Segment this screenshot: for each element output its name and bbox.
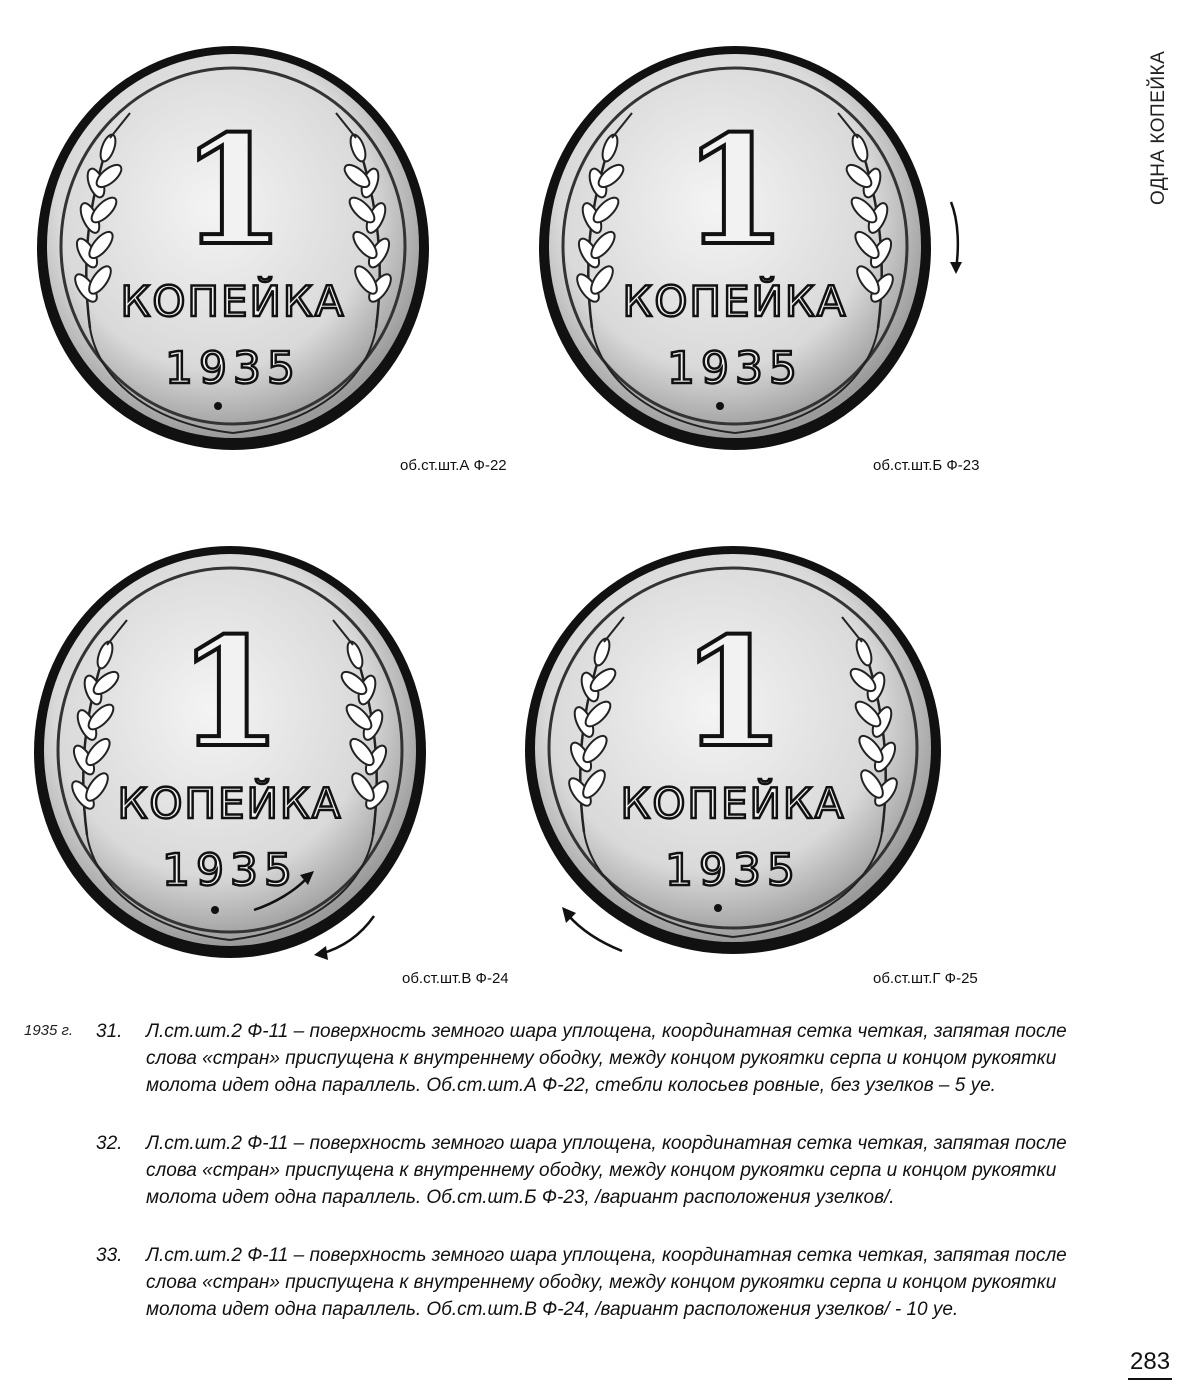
coin-word: КОПЕЙКА (120, 277, 346, 326)
entry-number: 33. (96, 1245, 123, 1266)
coin-a (28, 38, 438, 458)
coin-year: 1935 (665, 845, 801, 896)
coin-d-caption: об.ст.шт.Г Ф-25 (873, 970, 978, 987)
catalog-entry (96, 1242, 1086, 1323)
coin-d (518, 540, 948, 960)
catalog-entry (96, 1018, 1086, 1099)
year-mark: 1935 г. (24, 1022, 74, 1039)
coin-year: 1935 (162, 845, 298, 896)
coin-value: 1 (180, 103, 286, 279)
arrow-down-icon (945, 198, 969, 278)
catalog-entry (96, 1130, 1086, 1211)
page-number: 283 (1128, 1348, 1172, 1380)
coin-value: 1 (682, 103, 788, 279)
coin-value: 1 (177, 605, 283, 781)
coin-word: КОПЕЙКА (622, 277, 848, 326)
entry-text: Л.ст.шт.2 Ф-11 – поверхность земного шара уплощена, координатная сетка четкая, запятая после слова «стран» приспущена к внутреннему ободку, между концом рукоятки серпа и концом рукоятки молота идет одна параллель. Об.ст.шт.А Ф-22, стебли колосьев ровные, без узелков – 5 уе. (146, 1021, 1067, 1096)
coin-word: КОПЕЙКА (620, 779, 846, 828)
side-title: ОДНА КОПЕЙКА (1148, 50, 1169, 205)
arrow-curved-icon (308, 912, 378, 962)
coin-b-caption: об.ст.шт.Б Ф-23 (873, 457, 980, 474)
coin-year: 1935 (667, 343, 803, 394)
coin-word: КОПЕЙКА (117, 779, 343, 828)
coin-value: 1 (680, 605, 786, 781)
entry-text: Л.ст.шт.2 Ф-11 – поверхность земного шара уплощена, координатная сетка четкая, запятая после слова «стран» приспущена к внутреннему ободку, между концом рукоятки серпа и концом рукоятки молота идет одна параллель. Об.ст.шт.Б Ф-23, /вариант расположения узелков/. (146, 1133, 1067, 1208)
entry-text: Л.ст.шт.2 Ф-11 – поверхность земного шара уплощена, координатная сетка четкая, запятая после слова «стран» приспущена к внутреннему ободку, между концом рукоятки серпа и концом рукоятки молота идет одна параллель. Об.ст.шт.В Ф-24, /вариант расположения узелков/ - 10 уе. (146, 1245, 1067, 1320)
coin-c (25, 540, 435, 965)
coin-a-caption: об.ст.шт.А Ф-22 (400, 457, 507, 474)
coin-c-caption: об.ст.шт.В Ф-24 (402, 970, 509, 987)
coin-year: 1935 (165, 343, 301, 394)
entry-number: 32. (96, 1133, 123, 1154)
arrow-curved-icon (250, 865, 320, 915)
arrow-curved-icon (558, 905, 628, 955)
coin-b (530, 38, 940, 458)
entry-number: 31. (96, 1021, 123, 1042)
